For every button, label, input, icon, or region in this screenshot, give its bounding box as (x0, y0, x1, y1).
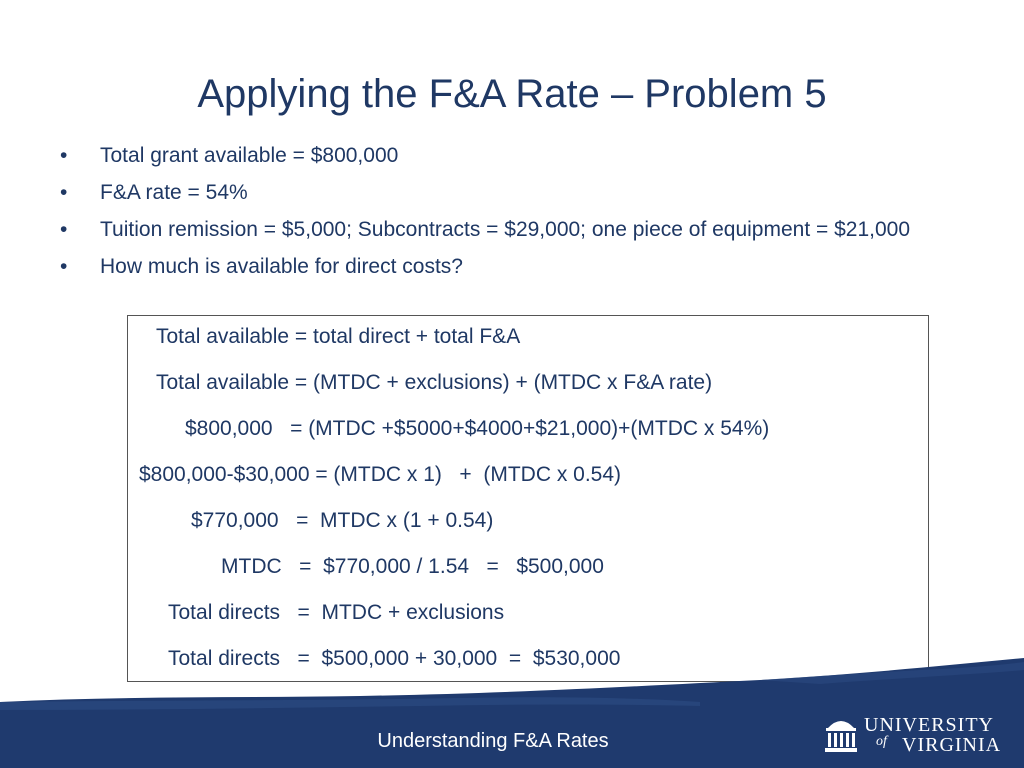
calculation-line: MTDC = $770,000 / 1.54 = $500,000 (221, 555, 604, 578)
bullet-marker: • (60, 181, 68, 204)
logo-word-virginia: VIRGINIA (902, 734, 1002, 756)
calculation-line: $770,000 = MTDC x (1 + 0.54) (191, 509, 494, 532)
bullet-item (56, 140, 956, 171)
logo-word-university: UNIVERSITY (864, 714, 994, 736)
bullet-item (56, 251, 956, 282)
bullet-text: Tuition remission = $5,000; Subcontracts = $29,000; one piece of equipment = $21,000 (100, 218, 911, 241)
rotunda-icon (824, 714, 858, 754)
calculation-line: Total directs = MTDC + exclusions (168, 601, 505, 624)
university-logo (824, 712, 1004, 756)
bullet-marker: • (60, 218, 68, 241)
logo-word-of: of (876, 734, 887, 749)
bullet-marker: • (60, 144, 68, 167)
calculation-line: $800,000-$30,000 = (MTDC x 1) + (MTDC x 0.54) (139, 463, 622, 486)
footer-title: Understanding F&A Rates (377, 730, 609, 752)
bullet-list (56, 140, 956, 288)
bullet-text: How much is available for direct costs? (100, 255, 463, 278)
bullet-item (56, 177, 956, 208)
bullet-marker: • (60, 255, 68, 278)
bullet-text: Total grant available = $800,000 (100, 144, 399, 167)
calculation-line: $800,000 = (MTDC +$5000+$4000+$21,000)+(MTDC x 54%) (185, 417, 770, 440)
bullet-text: F&A rate = 54% (100, 181, 248, 204)
calculation-line: Total directs = $500,000 + 30,000 = $530,000 (168, 647, 621, 670)
calculation-line: Total available = total direct + total F&A (156, 325, 521, 348)
bullet-item (56, 214, 956, 245)
slide-title: Applying the F&A Rate – Problem 5 (197, 72, 827, 116)
calculation-box (127, 315, 929, 682)
calculation-line: Total available = (MTDC + exclusions) + (MTDC x F&A rate) (156, 371, 713, 394)
